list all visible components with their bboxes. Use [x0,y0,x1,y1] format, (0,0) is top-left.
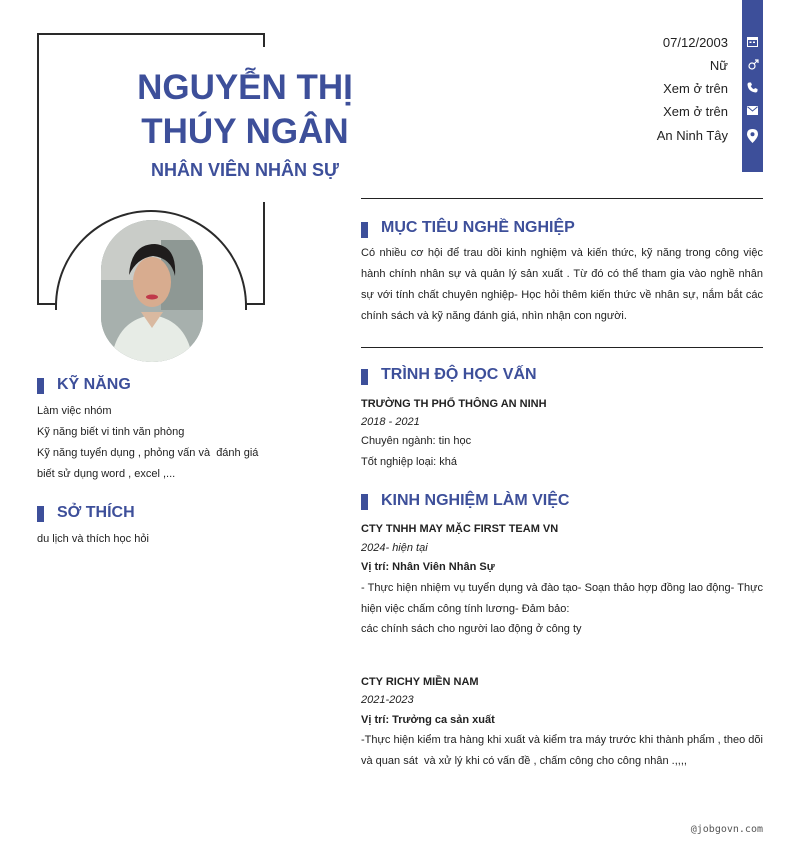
phone: Xem ở trên [663,81,728,96]
skills-title: KỸ NĂNG [57,376,131,393]
header-frame-bottom-right [245,303,265,305]
phone-icon [742,82,763,96]
birthdate: 07/12/2003 [662,35,728,50]
objective-text: Có nhiều cơ hội để trau dồi kinh nghiệm và kiến thức, kỹ năng trong công việc hành chính nhân sự và quản lý sản xuất . Từ đó có thể tham gia vào nghề nhân sự với tính chất chuyên nghiệp- Học hỏi thêm kiến thức về nhân sự, nắm bắt các chính sách và kỹ năng đánh giá, nhìn nhận con người. [361,247,763,322]
header-frame-right [263,202,265,305]
education-grade: Tốt nghiệp loại: khá [361,456,458,468]
job-description: - Thực hiện nhiệm vụ tuyển dụng và đào tạo- Soạn thảo hợp đồng lao động- Thực hiện việc chấm công tính lương- Đảm bảo: [361,582,763,615]
skill-item: Làm việc nhóm [37,405,112,417]
calendar-icon [742,36,763,50]
experience-title: KINH NGHIỆM LÀM VIỆC [381,492,570,509]
education-period: 2018 - 2021 [361,416,420,428]
objective-bar [361,222,368,238]
gender: Nữ [709,58,728,73]
experience-bar [361,494,368,510]
address: An Ninh Tây [656,128,728,143]
job-company: CTY RICHY MIỀN NAM [361,676,479,688]
skills-bar [37,378,44,394]
hobbies-text: du lịch và thích học hỏi [37,533,149,545]
header-frame-top [37,33,265,35]
job-description-cont: các chính sách cho người lao động ở công ty [361,623,582,635]
job-period: 2021-2023 [361,694,414,706]
job-position: Vị trí: Trưởng ca sản xuất [361,714,495,726]
objective-title: MỤC TIÊU NGHỀ NGHIỆP [381,219,575,236]
email-icon [742,106,763,118]
hobbies-bar [37,506,44,522]
job-period: 2024- hiện tại [361,542,428,554]
header-frame-bottom-left [37,303,57,305]
education-bar [361,369,368,385]
header-frame-right-top [263,33,265,47]
job-company: CTY TNHH MAY MẶC FIRST TEAM VN [361,523,559,535]
skill-item: biết sử dụng word , excel ,... [37,468,176,480]
profile-photo [101,220,203,362]
divider [361,198,763,199]
header-frame-left [37,33,39,305]
school-name: TRƯỜNG TH PHỔ THÔNG AN NINH [361,398,547,410]
email: Xem ở trên [663,104,728,119]
profile-photo-illustration [101,220,203,362]
education-title: TRÌNH ĐỘ HỌC VẤN [381,366,537,383]
job-description: -Thực hiện kiểm tra hàng khi xuất và kiểm tra máy trước khi thành phẩm , theo dõi và quan sát và xử lý khi có vấn đề , chấm công cho công nhân .,,,, [361,734,767,767]
gender-icon [742,59,763,74]
skill-item: Kỹ năng biết vi tinh văn phòng [37,426,185,438]
hobbies-title: SỞ THÍCH [57,504,135,521]
footer-watermark: @jobgovn.com [690,824,763,835]
candidate-name: NGUYỄN THỊ THÚY NGÂN [137,68,353,151]
divider [361,347,763,348]
skill-item: Kỹ năng tuyển dụng , phỏng vấn và đánh giá [37,447,259,459]
education-major: Chuyên ngành: tin học [361,435,472,447]
job-position: Vị trí: Nhân Viên Nhân Sự [361,561,495,573]
job-title: NHÂN VIÊN NHÂN SỰ [151,160,339,180]
location-icon [742,129,763,146]
